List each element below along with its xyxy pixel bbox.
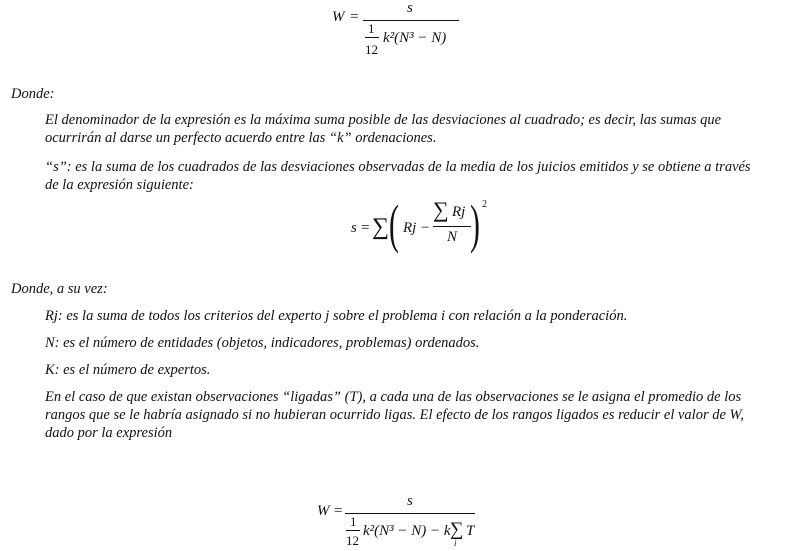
inner-fraction-bar [433, 226, 471, 227]
formula-s [345, 195, 505, 263]
formula2-minus: − [421, 220, 430, 236]
formula-den-one: 1 [368, 21, 375, 36]
formula2-equals: = [361, 220, 370, 236]
formula-den-twelve: 12 [365, 42, 378, 57]
para1-line2: ocurrirán al darse un perfecto acuerdo entre las “k” ordenaciones. [45, 130, 437, 146]
para3-line2: rangos que se le habría asignado si no hubieran ocurrido ligas. El efecto de los rangos ligados es reducir el valor de W, [45, 407, 744, 423]
formula-equals: = [350, 9, 359, 25]
left-paren-icon: ( [389, 194, 399, 254]
formula-kendall-w [325, 0, 475, 62]
para1-line1: El denominador de la expresión es la máxima suma posible de las desviaciones al cuadrado; es decir, las sumas que [45, 112, 722, 128]
formula3-den-expr: k²(N³ − N) − k [363, 523, 451, 539]
formula3-lhs: W [317, 503, 330, 519]
inner-sigma-icon: ∑ [433, 197, 449, 222]
right-paren-icon: ) [470, 194, 480, 254]
para3-line1: En el caso de que existan observaciones “ligadas” (T), a cada una de las observaciones se le asigna el promedio de los [45, 389, 742, 405]
formula2-exponent: 2 [482, 199, 487, 210]
formula3-equals: = [334, 503, 343, 519]
label-donde-a-su-vez: Donde, a su vez: [11, 281, 108, 297]
formula3-sub: i [454, 538, 457, 548]
formula2-lhs: s [351, 220, 357, 236]
def-rj: Rj: es la suma de todos los criterios del experto j sobre el problema i con relación a la ponderación. [45, 308, 628, 324]
small-fraction-bar-3 [346, 530, 360, 531]
formula3-den-twelve: 12 [346, 533, 359, 548]
formula2-inner-den: N [447, 229, 458, 245]
formula2-inner-num: Rj [452, 204, 466, 220]
formula3-den-one: 1 [350, 514, 357, 529]
formula3-numerator: s [407, 493, 413, 509]
small-fraction-bar [365, 37, 379, 38]
fraction-bar-3 [345, 513, 475, 514]
formula3-sigma-icon: ∑ [450, 519, 464, 540]
para2-line2: de la expresión siguiente: [45, 177, 194, 193]
def-k: K: es el número de expertos. [45, 362, 211, 378]
para3-line3: dado por la expresión [45, 425, 173, 441]
formula-w-ties [310, 493, 490, 551]
formula3-t: T [466, 523, 475, 539]
formula-den-expr: k²(N³ − N) [383, 30, 447, 46]
fraction-bar [363, 20, 459, 21]
formula-lhs-w: W [332, 9, 345, 25]
sigma-icon: ∑ [372, 214, 390, 240]
def-n: N: es el número de entidades (objetos, indicadores, problemas) ordenados. [45, 335, 480, 351]
label-donde: Donde: [11, 86, 55, 102]
formula2-rj: Rj [403, 220, 417, 236]
para2-line1: “s”: es la suma de los cuadrados de las desviaciones observadas de la media de los juicios emitidos y se obtiene a través [45, 159, 751, 175]
formula-numerator: s [407, 0, 413, 16]
